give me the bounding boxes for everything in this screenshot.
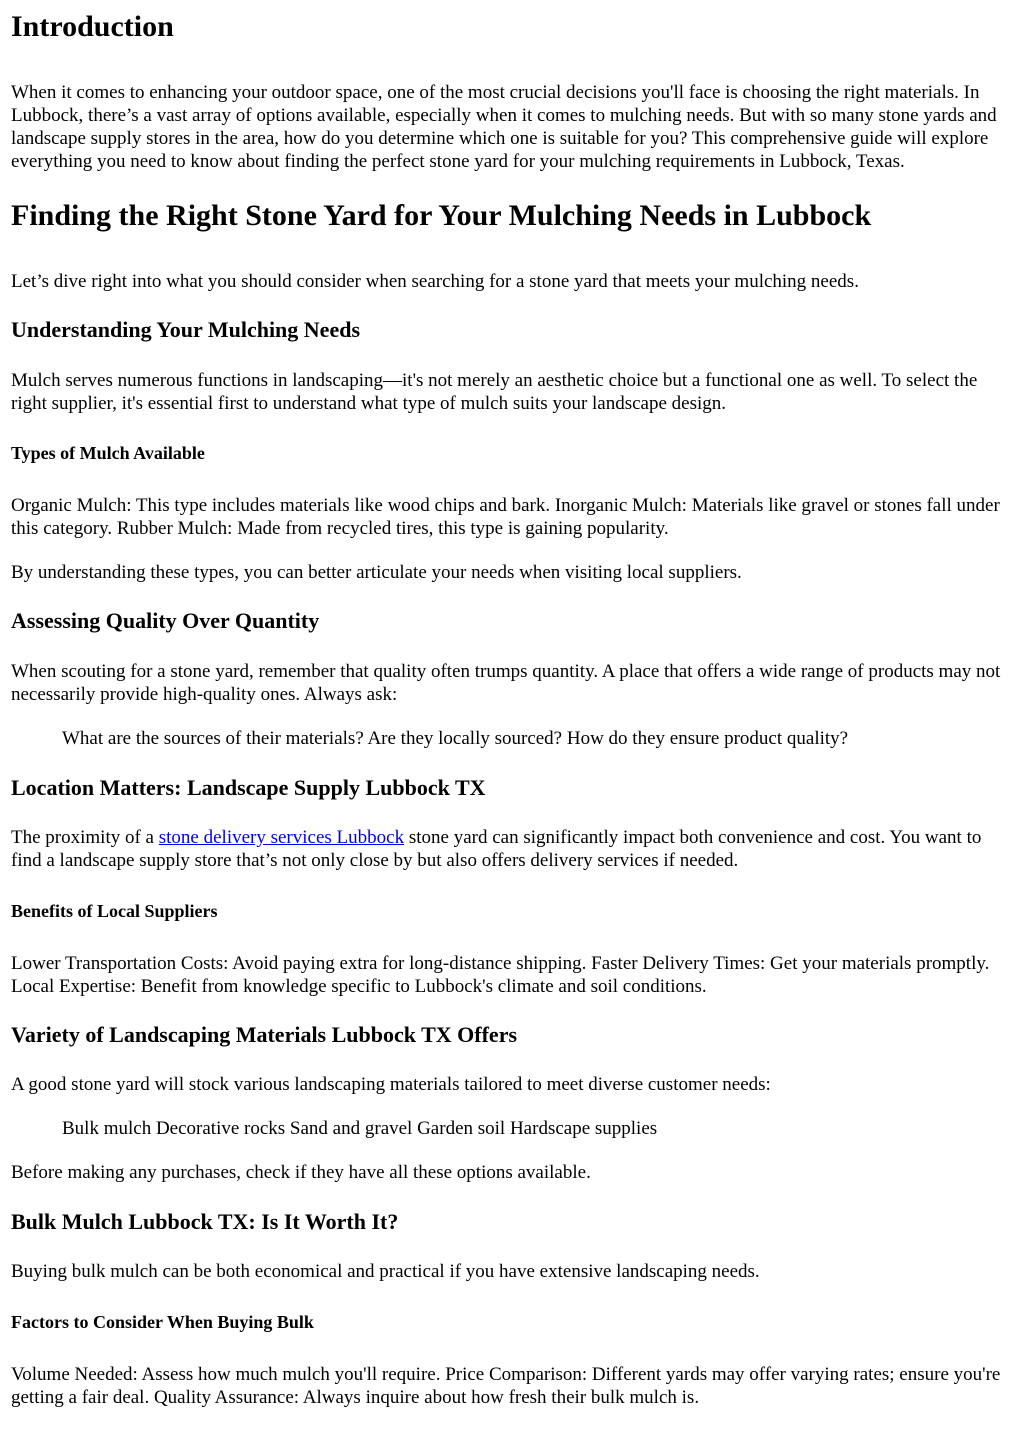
- types-followup: By understanding these types, you can better articulate your needs when visiting local suppliers.: [11, 562, 742, 583]
- main-paragraph: Let’s dive right into what you should consider when searching for a stone yard that meets your mulching needs.: [11, 271, 859, 292]
- variety-paragraph: A good stone yard will stock various landscaping materials tailored to meet diverse customer needs:: [11, 1074, 771, 1095]
- variety-followup: Before making any purchases, check if they have all these options available.: [11, 1162, 591, 1183]
- understanding-heading: Understanding Your Mulching Needs: [11, 317, 361, 342]
- bulk-paragraph: Buying bulk mulch can be both economical and practical if you have extensive landscaping needs.: [11, 1261, 760, 1282]
- main-heading: Finding the Right Stone Yard for Your Mulching Needs in Lubbock: [11, 199, 872, 232]
- location-paragraph: [11, 826, 1014, 872]
- quality-paragraph: When scouting for a stone yard, remember that quality often trumps quantity. A place that offers a wide range of products may not necessarily provide high-quality ones. Always ask:: [11, 661, 1001, 705]
- factors-heading: Factors to Consider When Buying Bulk: [11, 1312, 314, 1332]
- location-text-after: stone yard can significantly impact both convenience and cost. You want to find a landscape supply store that’s not only close by but also offers delivery services if needed.: [11, 827, 982, 871]
- bulk-heading: Bulk Mulch Lubbock TX: Is It Worth It?: [11, 1209, 399, 1234]
- variety-quote: Bulk mulch Decorative rocks Sand and gravel Garden soil Hardscape supplies: [62, 1118, 658, 1139]
- article: [0, 10, 1024, 1409]
- location-text-before: The proximity of a: [11, 827, 159, 848]
- factors-paragraph: Volume Needed: Assess how much mulch you'll require. Price Comparison: Different yards may offer varying rates; ensure you're getting a fair deal. Quality Assurance: Always inquire about how fresh their bulk mulch is.: [11, 1364, 1001, 1408]
- intro-paragraph: When it comes to enhancing your outdoor space, one of the most crucial decisions you'll face is choosing the right materials. In Lubbock, there’s a vast array of options available, especially when it comes to mulching needs. But with so many stone yards and landscape supply stores in the area, how do you determine which one is suitable for you? This comprehensive guide will explore everything you need to know about finding the perfect stone yard for your mulching requirements in Lubbock, Texas.: [11, 82, 997, 172]
- variety-heading: Variety of Landscaping Materials Lubbock TX Offers: [11, 1022, 518, 1047]
- types-paragraph: Organic Mulch: This type includes materials like wood chips and bark. Inorganic Mulch: Materials like gravel or stones fall under this category. Rubber Mulch: Made from recycled tires, this type is gaining popularity.: [11, 495, 1000, 539]
- stone-delivery-link[interactable]: stone delivery services Lubbock: [158, 827, 405, 848]
- understanding-paragraph: Mulch serves numerous functions in landscaping—it's not merely an aesthetic choice but a functional one as well. To select the right supplier, it's essential first to understand what type of mulch suits your landscape design.: [11, 370, 978, 414]
- quality-heading: Assessing Quality Over Quantity: [11, 608, 320, 633]
- location-heading: Location Matters: Landscape Supply Lubbock TX: [11, 775, 486, 800]
- intro-heading: Introduction: [11, 10, 174, 43]
- benefits-paragraph: Lower Transportation Costs: Avoid paying extra for long-distance shipping. Faster Delivery Times: Get your materials promptly. Local Expertise: Benefit from knowledge specific to Lubbock's climate and soil conditions.: [11, 953, 990, 997]
- types-heading: Types of Mulch Available: [11, 443, 205, 463]
- quality-quote: What are the sources of their materials? Are they locally sourced? How do they ensure product quality?: [62, 728, 849, 749]
- benefits-heading: Benefits of Local Suppliers: [11, 901, 218, 921]
